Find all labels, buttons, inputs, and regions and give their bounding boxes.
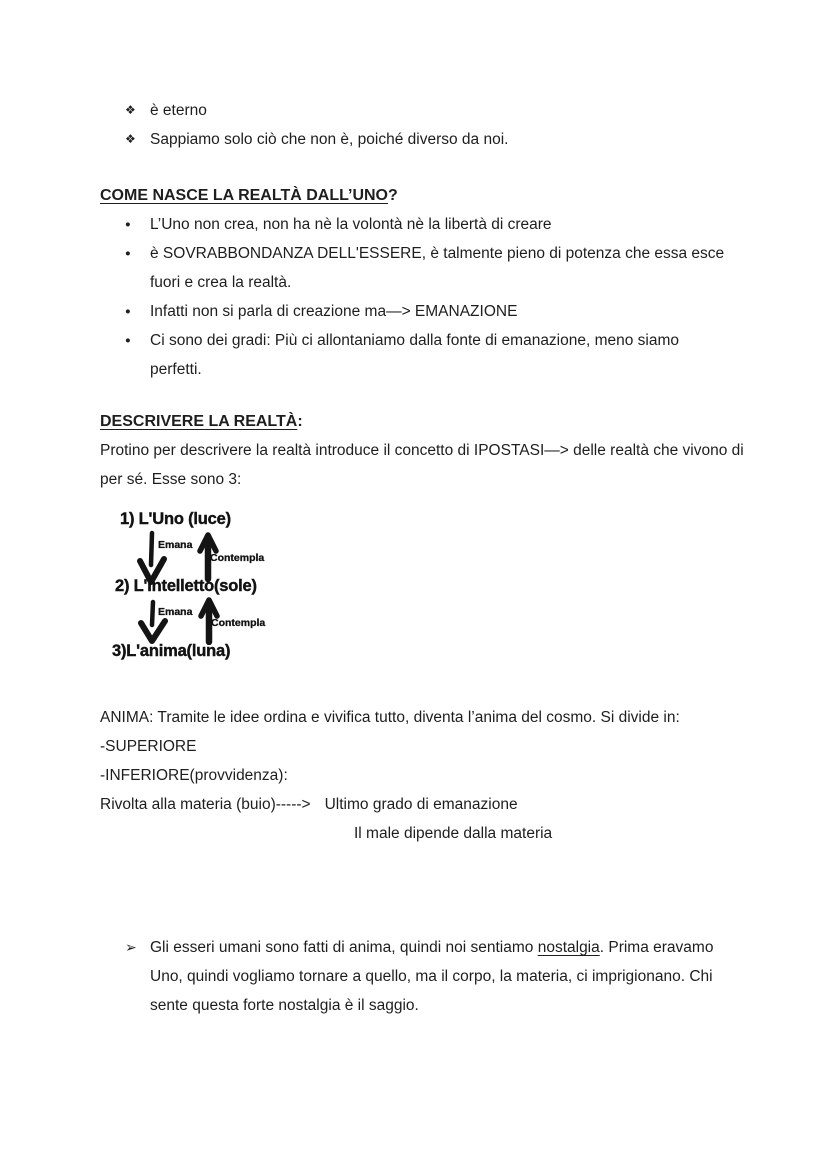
- list-item: [125, 297, 730, 326]
- list-item: [125, 125, 745, 154]
- list-item: [125, 933, 743, 1020]
- bullet-text: L’Uno non crea, non ha nè la volontà nè la libertà di creare: [150, 216, 552, 233]
- hypostasis-diagram: [110, 505, 390, 680]
- contempla-label: Contempla: [210, 552, 265, 564]
- bullet-text: è eterno: [150, 102, 207, 119]
- arrowhead-bullet-icon: ➢: [125, 939, 137, 955]
- diagram-level-anima: 3)L'anima(luna): [112, 642, 231, 660]
- list-item: [125, 326, 730, 384]
- bullet-text: Infatti non si parla di creazione ma—> EMANAZIONE: [150, 303, 518, 320]
- heading-underlined-text: COME NASCE LA REALTÀ DALL’UNO: [100, 187, 388, 204]
- emana-label: Emana: [158, 539, 193, 551]
- anima-inferiore-line: -INFERIORE(provvidenza):: [100, 767, 288, 784]
- section-heading-descrivere: [100, 407, 303, 436]
- section-heading-come-nasce: [100, 181, 398, 210]
- diagram-level-uno: 1) L'Uno (luce): [120, 510, 231, 528]
- uno-bullet-list: [125, 210, 730, 384]
- diamond-bullet-icon: ❖: [125, 103, 136, 117]
- heading-suffix: ?: [388, 187, 398, 204]
- intro-bullet-list: [125, 96, 745, 154]
- male-materia-line: Il male dipende dalla materia: [354, 825, 553, 842]
- rivolta-text: Rivolta alla materia (buio)----->: [100, 796, 311, 813]
- final-note-list: [125, 933, 743, 1020]
- anima-section: [100, 703, 760, 848]
- anima-intro-line: ANIMA: Tramite le idee ordina e vivifica tutto, diventa l’anima del cosmo. Si divide in:: [100, 709, 680, 726]
- list-item: [125, 239, 730, 297]
- bullet-text: [150, 933, 740, 1020]
- dot-bullet-icon: ●: [125, 219, 131, 230]
- dot-bullet-icon: ●: [125, 248, 131, 259]
- anima-superiore-line: -SUPERIORE: [100, 738, 197, 755]
- bullet-text: è SOVRABBONDANZA DELL'ESSERE, è talmente pieno di potenza che essa esce fuori e crea la realtà.: [150, 245, 725, 291]
- dot-bullet-icon: ●: [125, 306, 131, 317]
- ipostasi-paragraph: Protino per descrivere la realtà introduce il concetto di IPOSTASI—> delle realtà che vivono di per sé. Esse sono 3:: [100, 442, 744, 488]
- note-text-after: . Prima eravamo Uno, quindi vogliamo tornare a quello, ma il corpo, la materia, ci imprigionano. Chi sente questa forte nostalgia è il saggio.: [150, 939, 714, 1014]
- note-text-before: Gli esseri umani sono fatti di anima, quindi noi sentiamo: [150, 939, 538, 956]
- anima-materia-line: [100, 790, 760, 819]
- emana-label: Emana: [158, 606, 193, 618]
- nostalgia-underlined: nostalgia: [537, 939, 600, 956]
- contempla-label: Contempla: [211, 617, 266, 629]
- list-item: [125, 96, 745, 125]
- heading-suffix: :: [297, 413, 303, 430]
- list-item: [125, 210, 730, 239]
- ultimo-grado-text: Ultimo grado di emanazione: [324, 796, 518, 813]
- bullet-text: Ci sono dei gradi: Più ci allontaniamo dalla fonte di emanazione, meno siamo perfetti.: [150, 332, 680, 378]
- heading-underlined-text: DESCRIVERE LA REALTÀ: [100, 413, 298, 430]
- dot-bullet-icon: ●: [125, 335, 131, 346]
- diagram-level-intelletto: 2) L'intelletto(sole): [115, 577, 257, 595]
- bullet-text: Sappiamo solo ciò che non è, poiché diverso da noi.: [150, 131, 509, 148]
- diamond-bullet-icon: ❖: [125, 132, 136, 146]
